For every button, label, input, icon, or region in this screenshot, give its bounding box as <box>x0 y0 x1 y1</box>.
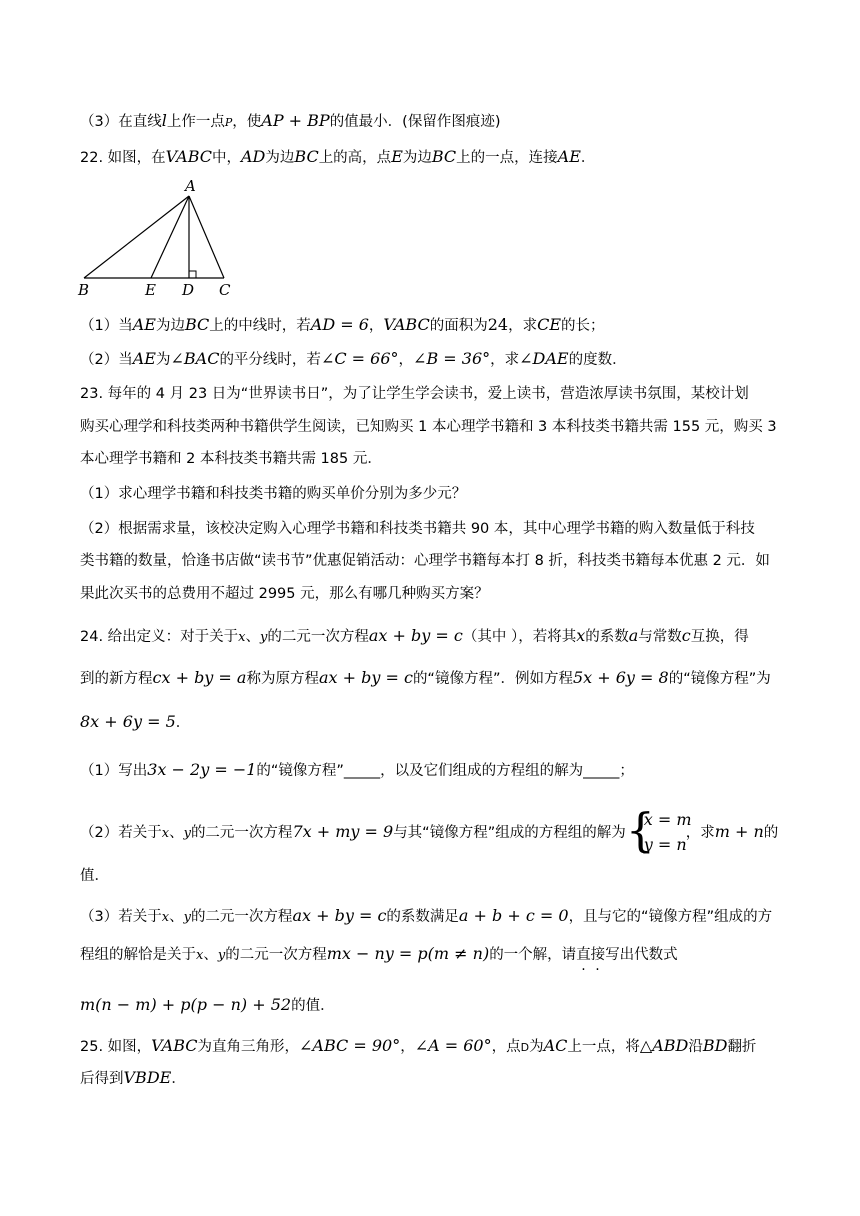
q23-part1: （1）求心理学书籍和科技类书籍的购买单价分别为多少元？ <box>80 486 467 502</box>
q24-part2 <box>80 803 780 857</box>
math-triangle: △ABD <box>639 1036 689 1055</box>
text: （3）若关于 <box>80 909 162 925</box>
text: 为边 <box>402 150 432 166</box>
text: 的“镜像方程”为 <box>668 671 771 687</box>
text: 、 <box>169 909 184 925</box>
vertex-label-c: C <box>219 281 231 299</box>
text: 、 <box>169 825 184 841</box>
math-triangle: VABC <box>151 1036 198 1055</box>
text: 为边 <box>265 150 295 166</box>
math-angle: ∠ABC = 90° <box>299 1036 401 1055</box>
text: ． <box>171 1071 186 1087</box>
text: 25. 如图， <box>80 1039 152 1055</box>
q22-stem-line <box>80 147 780 168</box>
brace: { <box>625 803 655 857</box>
q25-line2 <box>80 1068 780 1089</box>
math-triangle: VABC <box>383 315 430 334</box>
text: 的二元一次方程 <box>190 909 293 925</box>
text: 上作一点 <box>166 114 225 130</box>
math-ae: AE <box>557 147 581 166</box>
point-label-e: E <box>145 281 156 299</box>
text: ． <box>175 715 191 731</box>
text: ， <box>398 352 414 368</box>
math-angle: ∠A = 60° <box>414 1036 492 1055</box>
math-x: x <box>196 948 204 963</box>
text: 为 <box>529 1039 544 1055</box>
q22-part2 <box>80 349 780 370</box>
text: 上的一点，连接 <box>456 150 558 166</box>
math-angle: ∠BAC <box>170 349 220 368</box>
text: 的“镜像方程”_____，以及它们组成的方程组的解为_____； <box>256 763 634 779</box>
math-ae: AE <box>132 349 156 368</box>
text: 上的中线时，若 <box>209 318 311 334</box>
text: 与常数 <box>638 629 682 645</box>
text: ． <box>580 150 596 166</box>
math-equation: 7x + my = 9 <box>292 822 394 841</box>
text: 与其“镜像方程”组成的方程组的解为 <box>393 825 626 841</box>
text: 后得到 <box>80 1071 124 1087</box>
math-bd: BD <box>702 1036 728 1055</box>
q21-part3-line <box>80 111 780 133</box>
math-ac: AC <box>543 1036 568 1055</box>
text: 为边 <box>155 318 185 334</box>
text: 互换，得 <box>690 629 749 645</box>
text: 翻折 <box>727 1039 757 1055</box>
math-y: y <box>183 910 191 925</box>
math-y: y <box>260 630 268 645</box>
math-equation: ax + by = c <box>292 906 387 925</box>
q23-part2-line3: 果此次买书的总费用不超过 2995 元，那么有哪几种购买方案？ <box>80 586 489 602</box>
text: （2）当 <box>80 352 133 368</box>
q24-line1 <box>80 626 780 648</box>
math-row: x = m <box>643 810 692 829</box>
math-row: y = n <box>643 835 687 854</box>
text: 的系数 <box>585 629 629 645</box>
math-c: c <box>681 626 691 645</box>
text: ，求 <box>685 825 715 841</box>
text: 沿 <box>688 1039 703 1055</box>
text: 、 <box>203 947 218 963</box>
text: 的面积为 <box>429 318 488 334</box>
text: 的二元一次方程 <box>267 629 369 645</box>
math-x: x <box>576 626 586 645</box>
math-number: 24 <box>487 315 509 334</box>
q22-part1 <box>80 315 780 336</box>
text: ， <box>368 318 384 334</box>
vertex-label-a: A <box>185 177 196 195</box>
emphasis-dot: · <box>581 962 586 978</box>
math-triangle: VABC <box>165 147 212 166</box>
text: 的“镜像方程”．例如方程 <box>412 671 573 687</box>
text: （其中 ），若将其 <box>462 629 577 645</box>
math-bc: BC <box>184 315 210 334</box>
math-a: a <box>628 626 639 645</box>
math-l: l <box>161 111 167 130</box>
text: ，且与它的“镜像方程”组成的方 <box>568 909 773 925</box>
math-y: y <box>217 948 226 963</box>
q24-part3-line1 <box>80 906 780 928</box>
equation-system <box>625 803 692 857</box>
text: ，求 <box>508 318 538 334</box>
emphasis-dot: · <box>595 962 600 978</box>
math-equation: ax + by = c <box>318 668 413 687</box>
math-x: x <box>161 910 170 925</box>
q24-part1 <box>80 760 780 781</box>
text: 24. 给出定义：对于关于 <box>80 629 239 645</box>
math-equation: mx − ny = p(m ≠ n) <box>326 944 490 963</box>
math-bc: BC <box>431 147 457 166</box>
text: 的二元一次方程 <box>225 947 327 963</box>
q24-part3-line2 <box>80 944 780 978</box>
math-ad: AD <box>241 147 266 166</box>
math-expression: AP + BP <box>261 111 330 130</box>
text: ，点 <box>491 1039 521 1055</box>
text: 上的高，点 <box>318 150 392 166</box>
math-condition: a + b + c = 0 <box>458 906 569 925</box>
math-expression: m(n − m) + p(p − n) + 52 <box>80 995 292 1014</box>
math-ae: AE <box>132 315 156 334</box>
math-x: x <box>161 826 170 841</box>
text: ，使 <box>232 114 262 130</box>
q23-part2-line2: 类书籍的数量，恰逢书店做“读书节”优惠促销活动：心理学书籍每本打 8 折，科技类书籍每本优惠 2 元．如 <box>80 553 770 569</box>
q24-part2-line2: 值． <box>80 868 109 884</box>
emphasis-text <box>576 947 606 978</box>
q25-line1 <box>80 1036 780 1058</box>
text: 的度数． <box>568 352 627 368</box>
math-equation: AD = 6 <box>310 315 369 334</box>
question-number: 22. <box>80 150 104 166</box>
text: 到的新方程 <box>80 671 153 687</box>
math-bc: BC <box>294 147 319 166</box>
text: 为 <box>155 352 171 368</box>
math-x: x <box>238 630 246 645</box>
text: （1）写出 <box>80 763 148 779</box>
text: ， <box>400 1039 415 1055</box>
triangle-figure <box>74 176 244 301</box>
math-e: E <box>391 147 403 166</box>
text: 的值． <box>291 998 335 1014</box>
text: 的值最小．(保留作图痕迹) <box>329 114 501 130</box>
q24-part3-line3 <box>80 995 780 1016</box>
math-angle-dae: ∠DAE <box>519 349 569 368</box>
text: ，求 <box>490 352 520 368</box>
q24-line3 <box>80 712 780 733</box>
math-equation: 3x − 2y = −1 <box>147 760 257 779</box>
text: 的一个解，请 <box>489 947 577 963</box>
text: 为直角三角形， <box>197 1039 299 1055</box>
q23-line2: 购买心理学和科技类两种书籍供学生阅读，已知购买 1 本心理学书籍和 3 本科技类书籍共需 155 元，购买 3 <box>80 419 777 435</box>
point-d: D <box>520 1041 530 1054</box>
text: 上一点，将 <box>567 1039 640 1055</box>
math-equation: cx + by = a <box>152 668 247 687</box>
text: 的系数满足 <box>386 909 459 925</box>
text: （2）若关于 <box>80 825 162 841</box>
text: 直接 <box>576 947 606 963</box>
text: （1）当 <box>80 318 133 334</box>
text: 写出代数式 <box>605 947 678 963</box>
vertex-label-b: B <box>78 281 90 299</box>
math-triangle: VBDE <box>123 1068 172 1087</box>
math-expression: m + n <box>714 822 764 841</box>
text: 的二元一次方程 <box>190 825 293 841</box>
text: 如图，在 <box>107 150 166 166</box>
q24-line2 <box>80 668 780 689</box>
text: 的长； <box>561 318 605 334</box>
text: 的 <box>763 825 779 841</box>
math-equation: 8x + 6y = 5 <box>80 712 176 731</box>
math-ce: CE <box>537 315 562 334</box>
text: 中， <box>212 150 241 166</box>
math-equation: 5x + 6y = 8 <box>572 668 669 687</box>
math-equation: ax + by = c <box>368 626 463 645</box>
text: 称为原方程 <box>246 671 319 687</box>
text: 、 <box>245 629 261 645</box>
q23-line1: 23. 每年的 4 月 23 日为“世界读书日”，为了让学生学会读书，爱上读书，营造浓厚读书氛围，某校计划 <box>80 386 749 402</box>
math-p: P <box>224 116 233 129</box>
text: 的平分线时，若 <box>219 352 321 368</box>
q23-part2-line1: （2）根据需求量，该校决定购入心理学书籍和科技类书籍共 90 本，其中心理学书籍的购入数量低于科技 <box>80 521 755 537</box>
text: （3）在直线 <box>80 114 162 130</box>
math-angle-b: ∠B = 36° <box>413 349 491 368</box>
math-angle-c: ∠C = 66° <box>320 349 399 368</box>
math-y: y <box>183 826 191 841</box>
point-label-d: D <box>182 281 195 299</box>
q23-line3: 本心理学书籍和 2 本科技类书籍共需 185 元． <box>80 451 382 467</box>
text: 程组的解恰是关于 <box>80 947 196 963</box>
